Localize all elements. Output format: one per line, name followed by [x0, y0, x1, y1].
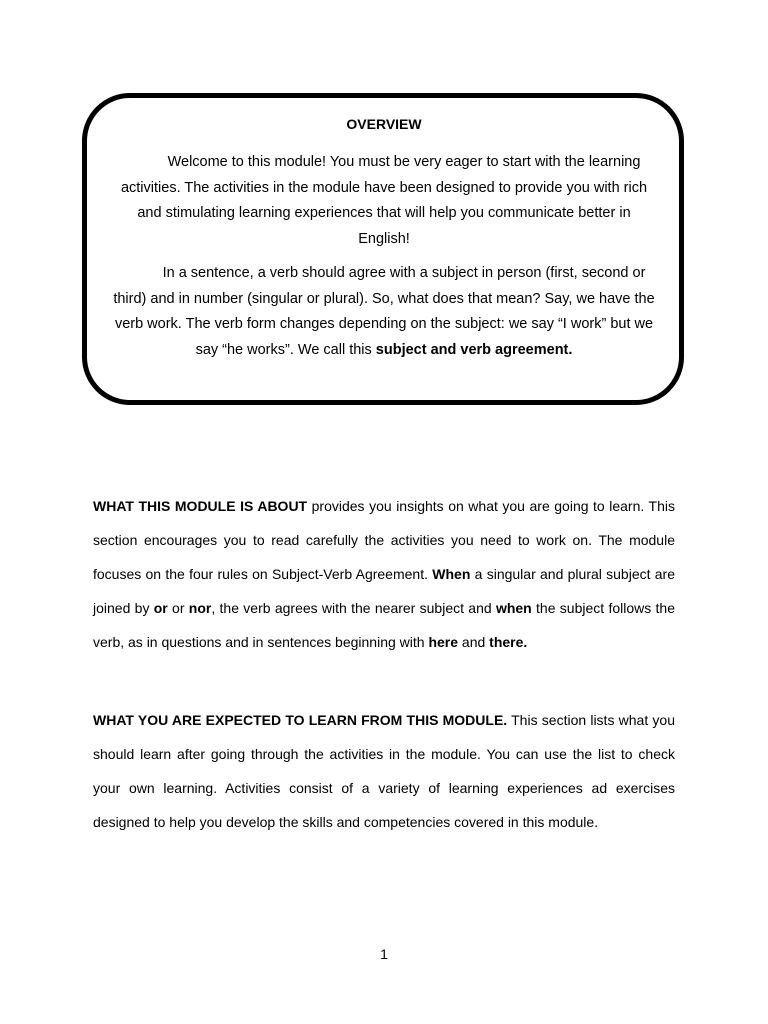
agreement-bold-term: subject and verb agreement.	[375, 341, 573, 358]
agreement-text: In a sentence, a verb should agree with a subject in person (first, second or third) and in number (singular or plural). So, what does that mean? Say, we have the verb work. The verb form changes depending on the subject: we say “I work” but we say “he works”. We call this	[113, 265, 655, 358]
welcome-text: Welcome to this module! You must be very eager to start with the learning activities. The activities in the module have been designed to provide you with rich and stimulating learning experiences that will help you communicate better in English!	[120, 154, 648, 247]
module-about-text-6: and	[458, 634, 490, 650]
learning-expectations-heading: WHAT YOU ARE EXPECTED TO LEARN FROM THIS MODULE.	[93, 712, 508, 728]
module-about-text-3: or	[167, 600, 189, 616]
module-about-text-5: the subject follows the verb, as in questions and in sentences beginning with	[93, 600, 675, 650]
overview-agreement-paragraph	[112, 261, 656, 363]
module-about-text-1: provides you insights on what you are going to learn. This section encourages you to read carefully the activities you need to work on. The module focuses on the four rules on Subject-Verb Agreement.	[93, 498, 675, 582]
bold-there: there.	[489, 634, 528, 650]
module-about-heading: WHAT THIS MODULE IS ABOUT	[93, 498, 308, 514]
learning-expectations-paragraph	[93, 703, 675, 839]
module-about-text-2: a singular and plural subject are joined by	[93, 566, 676, 616]
bold-when-2: when	[495, 600, 532, 616]
bold-here: here	[428, 634, 459, 650]
page-number: 1	[380, 946, 388, 962]
bold-or: or	[153, 600, 168, 616]
module-about-paragraph	[93, 489, 675, 659]
module-about-text-4: , the verb agrees with the nearer subject and	[211, 600, 496, 616]
overview-welcome-paragraph	[112, 150, 656, 252]
bold-nor: nor	[188, 600, 212, 616]
overview-title: OVERVIEW	[346, 116, 422, 132]
learning-expectations-text: This section lists what you should learn after going through the activities in the module. You can use the list to check your own learning. Activities consist of a variety of learning experiences ad exercises designed to help you develop the skills and competencies covered in this module.	[93, 712, 675, 830]
bold-when-1: When	[432, 566, 471, 582]
